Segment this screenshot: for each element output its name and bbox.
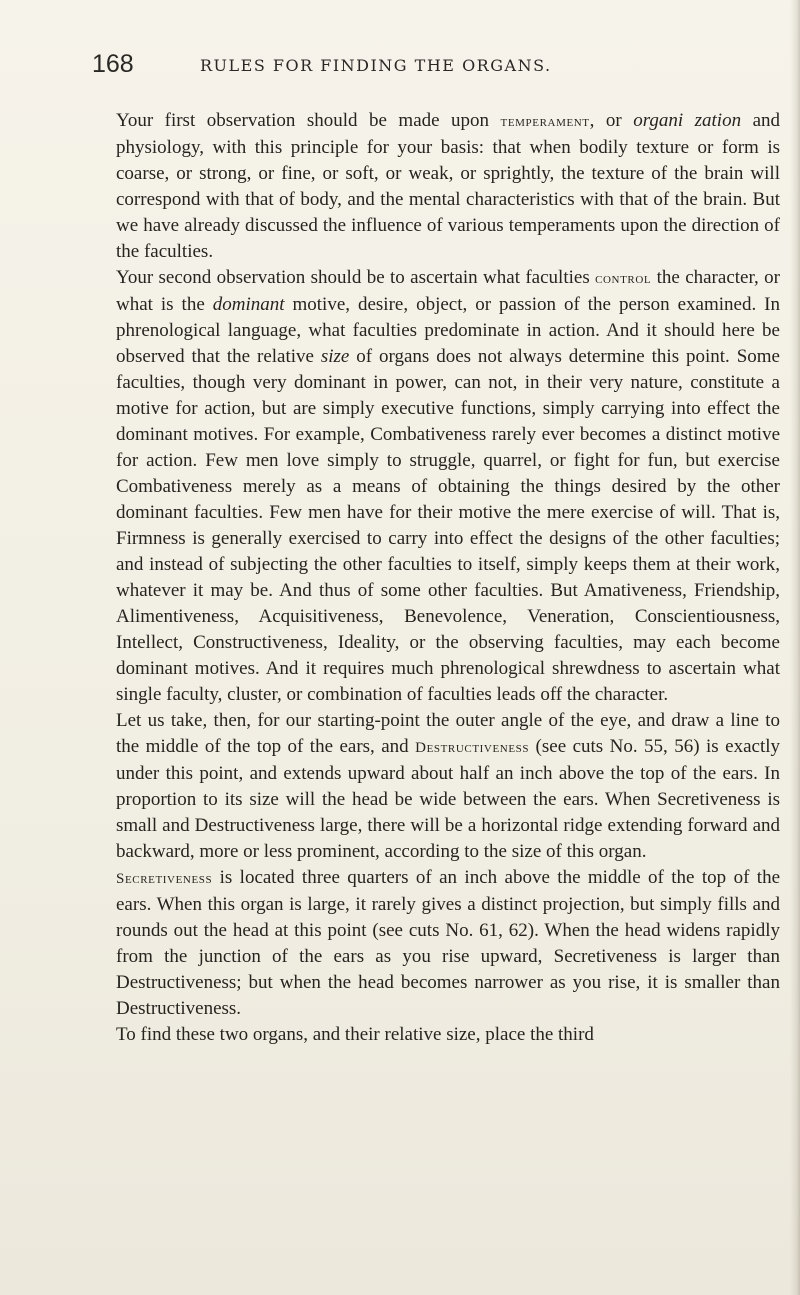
paragraph-text: , or bbox=[589, 110, 634, 131]
paragraph-text: To find these two organs, and their relative size, place the third bbox=[116, 1024, 594, 1045]
paragraph-text: temperament bbox=[500, 114, 590, 130]
paragraph-text: Secretiveness bbox=[116, 871, 213, 887]
paragraph-text: Your first observation should be made upon bbox=[116, 110, 501, 131]
paragraph-text: size bbox=[320, 346, 350, 367]
paragraph bbox=[116, 108, 780, 265]
paragraph-text: Destructiveness bbox=[415, 740, 530, 756]
paragraph-text: Your second observation should be to ascertain what faculties bbox=[116, 267, 596, 288]
paragraph-text: the character, or what is the bbox=[116, 267, 780, 315]
paragraph-text: of organs does not always determine this point. Some faculties, though very dominant in power, can not, in their very nature, constitute a motive for action, but are simply executive functions, simply carrying into effect the dominant motives. For example, Combativeness rarely ever becomes a distinct motive for action. Few men love simply to struggle, quarrel, or fight for fun, but exercise Combativeness merely as a means of obtaining the things desired by the other dominant faculties. Few men have for their motive the mere exercise of will. That is, Firmness is generally exercised to carry into effect the designs of the other faculties; and instead of subjecting the other faculties to itself, simply keeps them at their work, whatever it may be. And thus of some other faculties. But Amativeness, Friendship, Alimentiveness, Acquisitiveness, Benevolence, Veneration, Conscientiousness, Intellect, Constructiveness, Ideality, or the observing faculties, may each become dominant motives. And it requires much phrenological shrewdness to ascertain what single faculty, cluster, or combination of faculties leads off the character. bbox=[116, 346, 780, 705]
paragraph-text: motive, desire, object, or passion of the person examined. In phrenological language, what faculties predominate in action. And it should here be observed that the relative bbox=[116, 294, 780, 367]
page-edge-shadow bbox=[790, 0, 800, 1295]
page-header bbox=[92, 50, 772, 90]
paragraph-text: control bbox=[595, 271, 652, 287]
paragraph-text: and physiology, with this principle for your basis: that when bodily texture or form is coarse, or strong, or fine, or soft, or weak, or sprightly, the texture of the brain will correspond with that of body, and the mental characteristics with that of the brain. But we have already discussed the influence of various temperaments upon the direction of the faculties. bbox=[116, 110, 781, 262]
paragraph-text: organi zation bbox=[633, 110, 742, 131]
paragraph-text: dominant bbox=[212, 294, 285, 315]
paragraph-text: Let us take, then, for our starting-point the outer angle of the eye, and draw a line to the middle of the top of the ears, and bbox=[116, 710, 780, 757]
running-head: RULES FOR FINDING THE ORGANS. bbox=[200, 56, 552, 75]
paragraph bbox=[116, 708, 780, 865]
paragraph bbox=[116, 1022, 780, 1048]
paragraph-text: (see cuts No. 55, 56) is exactly under this point, and extends upward about half an inch above the top of the ears. In proportion to its size will the head be wide between the ears. When Secretiveness is small and Destructiveness large, there will be a horizontal ridge extending forward and backward, more or less prominent, according to the size of this organ. bbox=[116, 736, 780, 862]
body-text bbox=[116, 108, 780, 1048]
paragraph bbox=[116, 265, 780, 708]
paragraph bbox=[116, 865, 780, 1022]
page-number: 168 bbox=[92, 50, 134, 78]
paragraph-text: is located three quarters of an inch above the middle of the top of the ears. When this organ is large, it rarely gives a distinct projection, but simply fills and rounds out the head at this point (see cuts No. 61, 62). When the head widens rapidly from the junction of the ears as you rise upward, Secretiveness is larger than Destructiveness; but when the head becomes narrower as you rise, it is smaller than Destructiveness. bbox=[116, 867, 780, 1019]
